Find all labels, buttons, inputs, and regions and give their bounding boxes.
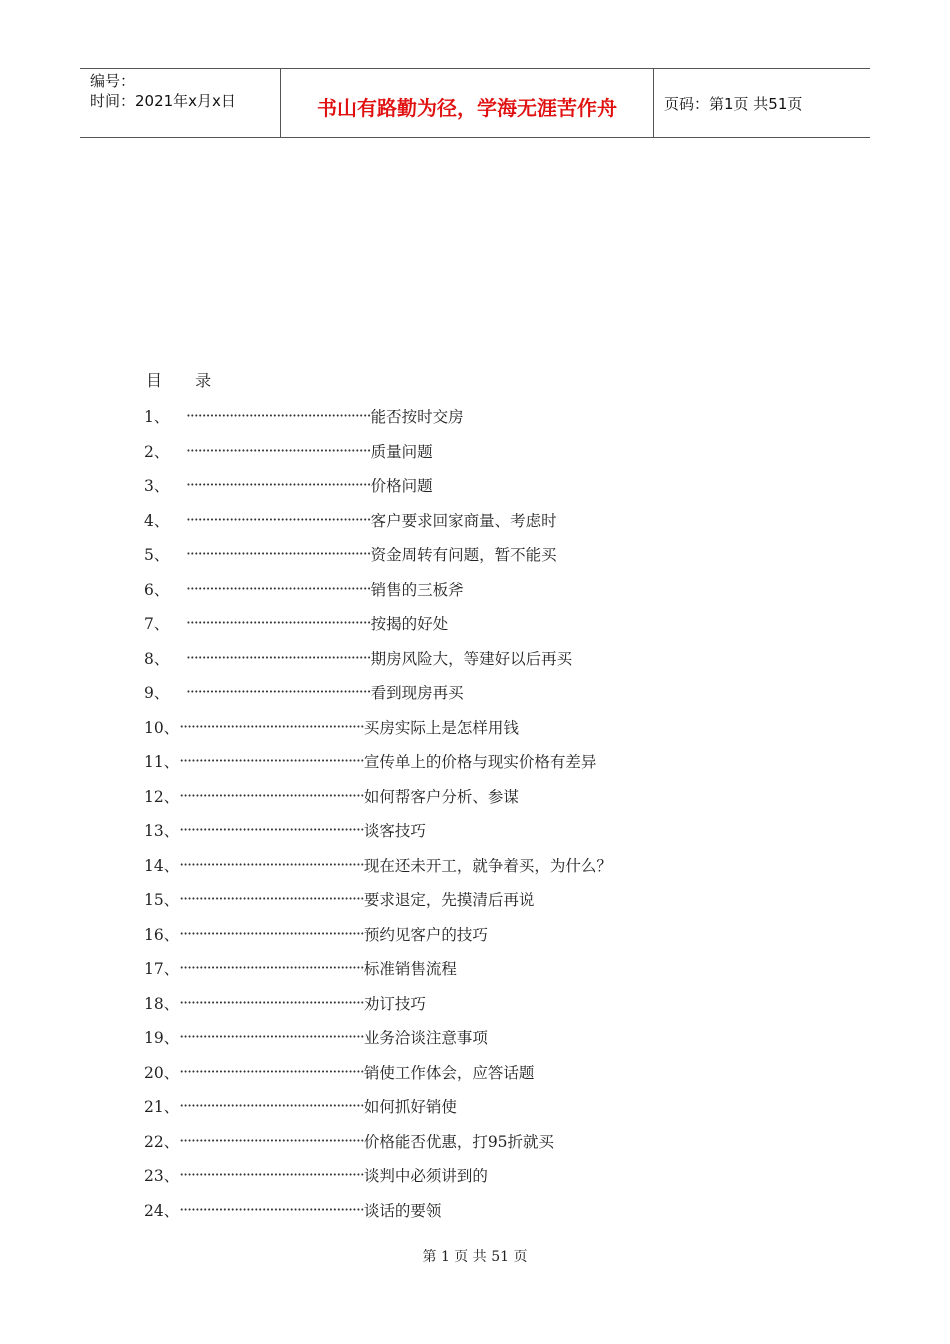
toc-entry[interactable] bbox=[144, 537, 784, 572]
toc-leader-dots: ··············································· bbox=[186, 648, 371, 667]
toc-leader-dots: ··············································· bbox=[179, 1166, 364, 1185]
toc-entry-number: 3、 bbox=[144, 477, 170, 496]
toc-entry[interactable] bbox=[144, 434, 784, 469]
toc-entry-number: 8、 bbox=[144, 649, 170, 668]
toc-entry-number: 18、 bbox=[144, 994, 180, 1013]
toc-entry[interactable] bbox=[144, 986, 784, 1021]
toc-entry-title: 宣传单上的价格与现实价格有差异 bbox=[363, 753, 597, 772]
toc-entry-number: 17、 bbox=[144, 960, 180, 979]
serial-label: 编号： bbox=[90, 72, 136, 90]
toc-leader-dots: ··············································· bbox=[179, 855, 364, 874]
toc-entry-number: 9、 bbox=[144, 684, 170, 703]
toc-entry-title: 现在还未开工，就争着买，为什么？ bbox=[363, 856, 612, 875]
toc-entry[interactable] bbox=[144, 399, 784, 434]
table-of-contents bbox=[144, 399, 784, 1227]
toc-entry[interactable] bbox=[144, 606, 784, 641]
toc-entry-title: 看到现房再买 bbox=[370, 684, 464, 703]
toc-entry[interactable] bbox=[144, 710, 784, 745]
toc-entry-number: 5、 bbox=[144, 546, 170, 565]
toc-entry-number: 1、 bbox=[144, 408, 170, 427]
toc-entry-number: 21、 bbox=[144, 1098, 180, 1117]
toc-entry[interactable] bbox=[144, 468, 784, 503]
toc-entry-number: 16、 bbox=[144, 925, 180, 944]
toc-leader-dots: ··············································· bbox=[179, 717, 364, 736]
toc-entry-number: 7、 bbox=[144, 615, 170, 634]
toc-leader-dots: ··············································· bbox=[179, 786, 364, 805]
toc-entry-title: 按揭的好处 bbox=[370, 615, 449, 634]
toc-entry[interactable] bbox=[144, 779, 784, 814]
header-motto: 书山有路勤为径，学海无涯苦作舟 bbox=[281, 69, 654, 137]
toc-entry[interactable] bbox=[144, 1193, 784, 1228]
toc-entry[interactable] bbox=[144, 1124, 784, 1159]
toc-entry-number: 10、 bbox=[144, 718, 180, 737]
toc-entry-title: 销售的三板斧 bbox=[370, 580, 464, 599]
toc-leader-dots: ··············································· bbox=[179, 1062, 364, 1081]
toc-entry[interactable] bbox=[144, 1020, 784, 1055]
toc-entry[interactable] bbox=[144, 572, 784, 607]
toc-entry-title: 要求退定，先摸清后再说 bbox=[363, 891, 535, 910]
toc-leader-dots: ··············································· bbox=[186, 683, 371, 702]
toc-entry-title: 价格能否优惠，打95折就买 bbox=[363, 1132, 555, 1151]
toc-entry[interactable] bbox=[144, 882, 784, 917]
toc-entry-number: 15、 bbox=[144, 891, 180, 910]
toc-leader-dots: ··············································· bbox=[186, 407, 371, 426]
toc-entry-title: 期房风险大，等建好以后再买 bbox=[370, 649, 573, 668]
toc-entry[interactable] bbox=[144, 744, 784, 779]
toc-leader-dots: ··············································· bbox=[179, 1200, 364, 1219]
toc-leader-dots: ··············································· bbox=[186, 441, 371, 460]
toc-entry-number: 12、 bbox=[144, 787, 180, 806]
toc-entry-number: 22、 bbox=[144, 1132, 180, 1151]
toc-entry-number: 6、 bbox=[144, 580, 170, 599]
toc-entry-title: 能否按时交房 bbox=[370, 408, 464, 427]
toc-title: 目 录 bbox=[146, 371, 226, 390]
toc-entry-title: 资金周转有问题，暂不能买 bbox=[370, 546, 557, 565]
toc-entry-number: 24、 bbox=[144, 1201, 180, 1220]
header-info bbox=[80, 69, 281, 137]
toc-entry-title: 预约见客户的技巧 bbox=[363, 925, 488, 944]
toc-entry-number: 4、 bbox=[144, 511, 170, 530]
toc-leader-dots: ··············································· bbox=[179, 1131, 364, 1150]
toc-leader-dots: ··············································· bbox=[186, 510, 371, 529]
toc-entry-number: 23、 bbox=[144, 1167, 180, 1186]
toc-entry-title: 质量问题 bbox=[370, 442, 433, 461]
toc-entry[interactable] bbox=[144, 951, 784, 986]
toc-entry[interactable] bbox=[144, 1158, 784, 1193]
header-page-label: 页码：第1页 共51页 bbox=[664, 94, 803, 113]
toc-entry-title: 如何抓好销使 bbox=[363, 1098, 457, 1117]
toc-entry-title: 客户要求回家商量、考虑时 bbox=[370, 511, 557, 530]
toc-entry[interactable] bbox=[144, 1055, 784, 1090]
toc-entry-title: 业务洽谈注意事项 bbox=[363, 1029, 488, 1048]
toc-leader-dots: ··············································· bbox=[179, 1028, 364, 1047]
toc-leader-dots: ··············································· bbox=[179, 821, 364, 840]
toc-entry-title: 标准销售流程 bbox=[363, 960, 457, 979]
toc-entry-title: 劝订技巧 bbox=[363, 994, 426, 1013]
toc-entry-number: 2、 bbox=[144, 442, 170, 461]
toc-leader-dots: ··············································· bbox=[179, 959, 364, 978]
toc-entry-number: 11、 bbox=[144, 753, 180, 772]
toc-leader-dots: ··············································· bbox=[179, 924, 364, 943]
toc-entry[interactable] bbox=[144, 675, 784, 710]
toc-entry[interactable] bbox=[144, 848, 784, 883]
toc-leader-dots: ··············································· bbox=[186, 476, 371, 495]
toc-entry-title: 价格问题 bbox=[370, 477, 433, 496]
toc-entry[interactable] bbox=[144, 917, 784, 952]
toc-entry-number: 19、 bbox=[144, 1029, 180, 1048]
toc-leader-dots: ··············································· bbox=[179, 1097, 364, 1116]
toc-entry-number: 20、 bbox=[144, 1063, 180, 1082]
toc-entry-title: 谈客技巧 bbox=[363, 822, 426, 841]
toc-leader-dots: ··············································· bbox=[179, 890, 364, 909]
toc-leader-dots: ··············································· bbox=[179, 752, 364, 771]
time-label: 时间：2021年x月x日 bbox=[90, 92, 236, 110]
toc-leader-dots: ··············································· bbox=[179, 993, 364, 1012]
toc-entry[interactable] bbox=[144, 641, 784, 676]
page-footer: 第 1 页 共 51 页 bbox=[422, 1249, 528, 1265]
toc-entry-number: 14、 bbox=[144, 856, 180, 875]
toc-entry-title: 销使工作体会，应答话题 bbox=[363, 1063, 535, 1082]
toc-leader-dots: ··············································· bbox=[186, 614, 371, 633]
toc-entry[interactable] bbox=[144, 813, 784, 848]
toc-entry-title: 谈话的要领 bbox=[363, 1201, 442, 1220]
toc-entry-title: 买房实际上是怎样用钱 bbox=[363, 718, 519, 737]
page-header bbox=[80, 68, 870, 138]
toc-entry-title: 如何帮客户分析、参谋 bbox=[363, 787, 519, 806]
toc-entry[interactable] bbox=[144, 1089, 784, 1124]
toc-leader-dots: ··············································· bbox=[186, 545, 371, 564]
toc-leader-dots: ··············································· bbox=[186, 579, 371, 598]
toc-entry[interactable] bbox=[144, 503, 784, 538]
toc-entry-number: 13、 bbox=[144, 822, 180, 841]
toc-entry-title: 谈判中必须讲到的 bbox=[363, 1167, 488, 1186]
